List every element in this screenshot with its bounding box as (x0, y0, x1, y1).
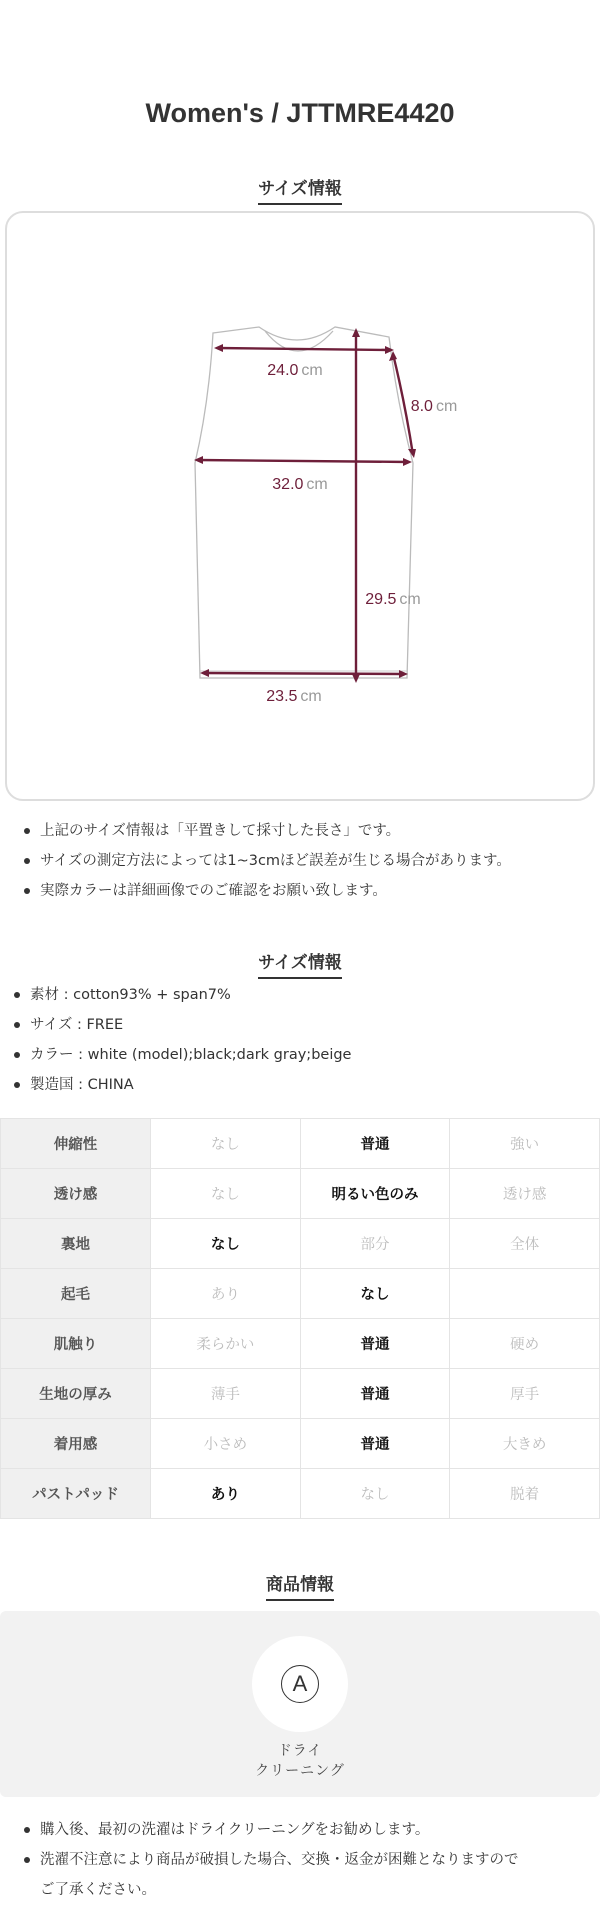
chest-label: 32.0 cm (272, 476, 328, 493)
dry-cleaning-icon: A (281, 1665, 319, 1703)
list-item: 実際カラーは詳細画像でのご確認をお願い致します。 (22, 876, 582, 906)
list-item: 洗濯不注意により商品が破損した場合、交換・返金が困難となりますので (22, 1845, 582, 1875)
size-diagram (5, 211, 595, 801)
attribute-option: 硬め (450, 1319, 600, 1369)
attribute-option: なし (151, 1219, 301, 1269)
length-arrow-top (352, 328, 360, 337)
table-row (1, 1269, 600, 1319)
attribute-option (450, 1269, 600, 1319)
care-panel (0, 1611, 600, 1797)
attribute-label: 起毛 (1, 1269, 151, 1319)
attribute-option: あり (151, 1269, 301, 1319)
attribute-label: パストパッド (1, 1469, 151, 1519)
attribute-option: 普通 (300, 1319, 450, 1369)
attribute-option: 大きめ (450, 1419, 600, 1469)
attribute-option: 普通 (300, 1119, 450, 1169)
product-info-heading: 商品情報 (0, 1570, 600, 1601)
list-item: サイズの測定方法によっては1~3cmほど誤差が生じる場合があります。 (22, 846, 582, 876)
attribute-option: 部分 (300, 1219, 450, 1269)
attribute-option: なし (151, 1169, 301, 1219)
page-title: Women's / JTTMRE4420 (145, 98, 455, 128)
size-info-heading: サイズ情報 (0, 174, 600, 205)
table-row (1, 1119, 600, 1169)
shoulder-arrow-left (214, 344, 223, 352)
attribute-option: 脱着 (450, 1469, 600, 1519)
attribute-label: 肌触り (1, 1319, 151, 1369)
shoulder-measure-line (217, 348, 391, 350)
spec-heading: サイズ情報 (0, 948, 600, 979)
care-label: ドライ クリーニング (255, 1743, 345, 1779)
list-item: ご了承ください。 (40, 1882, 156, 1898)
tank-top-diagram (7, 213, 597, 803)
hem-measure-line (203, 673, 405, 674)
hem-arrow-left (200, 669, 209, 677)
care-icon-background (252, 1636, 348, 1732)
table-row (1, 1169, 600, 1219)
attribute-label: 透け感 (1, 1169, 151, 1219)
table-row (1, 1469, 600, 1519)
table-row (1, 1419, 600, 1469)
list-item: 購入後、最初の洗濯はドライクリーニングをお勧めします。 (22, 1815, 582, 1845)
attribute-label: 生地の厚み (1, 1369, 151, 1419)
attribute-label: 着用感 (1, 1419, 151, 1469)
hem-label: 23.5 cm (266, 688, 322, 705)
attribute-label: 伸縮性 (1, 1119, 151, 1169)
attribute-option: 小さめ (151, 1419, 301, 1469)
attribute-option: なし (300, 1469, 450, 1519)
length-label: 29.5 cm (365, 591, 421, 608)
attribute-label: 裏地 (1, 1219, 151, 1269)
product-notes-list (22, 1815, 582, 1905)
attribute-option: 明るい色のみ (300, 1169, 450, 1219)
table-row (1, 1219, 600, 1269)
attribute-option: 柔らかい (151, 1319, 301, 1369)
list-item: 素材 : cotton93% + span7% (12, 980, 572, 1010)
chest-measure-line (197, 460, 409, 462)
table-row (1, 1319, 600, 1369)
chest-arrow-right (403, 458, 412, 466)
attribute-option: 薄手 (151, 1369, 301, 1419)
attribute-option: なし (151, 1119, 301, 1169)
attribute-option: 全体 (450, 1219, 600, 1269)
list-item: サイズ : FREE (12, 1010, 572, 1040)
list-item: カラー : white (model);black;dark gray;beige (12, 1040, 572, 1070)
shoulder-label: 24.0 cm (267, 362, 323, 379)
attribute-option: 厚手 (450, 1369, 600, 1419)
list-item: 上記のサイズ情報は「平置きして採寸した長さ」です。 (22, 816, 582, 846)
attribute-option: なし (300, 1269, 450, 1319)
size-notes-list (22, 816, 582, 906)
attribute-option: 普通 (300, 1369, 450, 1419)
spec-list (12, 980, 572, 1100)
attribute-option: 強い (450, 1119, 600, 1169)
attribute-option: あり (151, 1469, 301, 1519)
attribute-table (0, 1118, 600, 1519)
garment-outline (195, 327, 413, 678)
list-item: 製造国 : CHINA (12, 1070, 572, 1100)
attribute-option: 透け感 (450, 1169, 600, 1219)
armhole-label: 8.0 cm (410, 398, 458, 415)
table-row (1, 1369, 600, 1419)
attribute-option: 普通 (300, 1419, 450, 1469)
armhole-arrow-top (389, 351, 397, 361)
